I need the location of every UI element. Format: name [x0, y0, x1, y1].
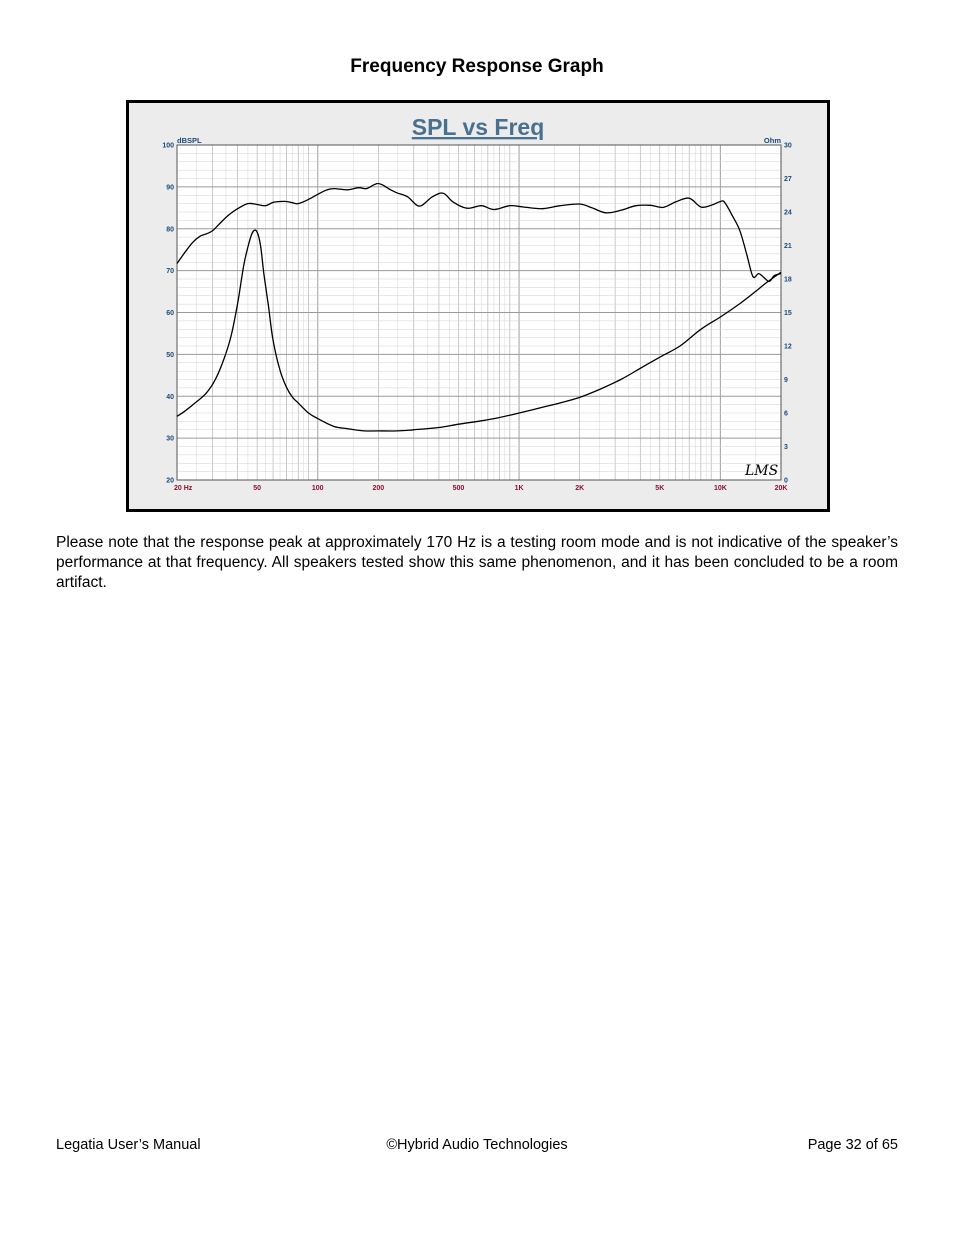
x-tick-label: 1K [514, 485, 524, 492]
x-tick-label: 10K [713, 485, 727, 492]
room-mode-note: Please note that the response peak at approximately 170 Hz is a testing room mode and is not indicative of the speaker’s performance at that frequency. All speakers tested show this same phenomenon, and it has been concluded to be a room artifact. [56, 534, 898, 591]
y2-axis-label: Ohm [763, 136, 781, 145]
lms-watermark: LMS [745, 463, 779, 479]
grid [177, 145, 781, 480]
x-tick-label: 2K [575, 485, 585, 492]
y-tick-label: 50 [166, 351, 174, 359]
footer-page-number: Page 32 of 65 [807, 1137, 898, 1153]
x-tick-label: 100 [311, 485, 324, 492]
footer-copyright: ©Hybrid Audio Technologies [386, 1137, 568, 1153]
y2-tick-label: 15 [784, 310, 792, 317]
y2-tick-label: 24 [784, 209, 792, 217]
chart-title: SPL vs Freq [411, 114, 545, 140]
footer-manual-title: Legatia User’s Manual [56, 1137, 201, 1153]
y2-tick-label: 18 [784, 276, 792, 284]
y-axis-label: dBSPL [177, 136, 202, 145]
x-tick-label: 50 [253, 485, 262, 492]
y-tick-label: 90 [166, 184, 174, 192]
page-heading: Frequency Response Graph [350, 56, 604, 77]
y2-tick-label: 27 [784, 176, 792, 183]
y-tick-label: 30 [166, 435, 174, 443]
spl-vs-freq-chart [129, 103, 827, 509]
y2-tick-label: 30 [784, 142, 792, 150]
y2-tick-label: 21 [784, 243, 792, 250]
y2-tick-label: 6 [784, 410, 788, 418]
y2-tick-label: 0 [784, 477, 788, 485]
y-tick-label: 100 [162, 142, 174, 150]
y2-tick-label: 12 [784, 343, 792, 351]
x-tick-label: 500 [452, 485, 465, 492]
x-tick-label: 5K [655, 485, 665, 492]
x-tick-label: 20 Hz [174, 485, 193, 492]
x-tick-label: 200 [372, 485, 385, 492]
y-tick-label: 70 [166, 268, 174, 276]
y2-tick-label: 3 [784, 444, 788, 451]
y-tick-label: 60 [166, 310, 174, 317]
y-tick-label: 80 [166, 226, 174, 234]
y2-tick-label: 9 [784, 377, 788, 384]
chart-frame [126, 100, 830, 512]
y-tick-label: 40 [166, 393, 174, 401]
y-tick-label: 20 [166, 477, 174, 485]
x-tick-label: 20K [774, 485, 788, 492]
